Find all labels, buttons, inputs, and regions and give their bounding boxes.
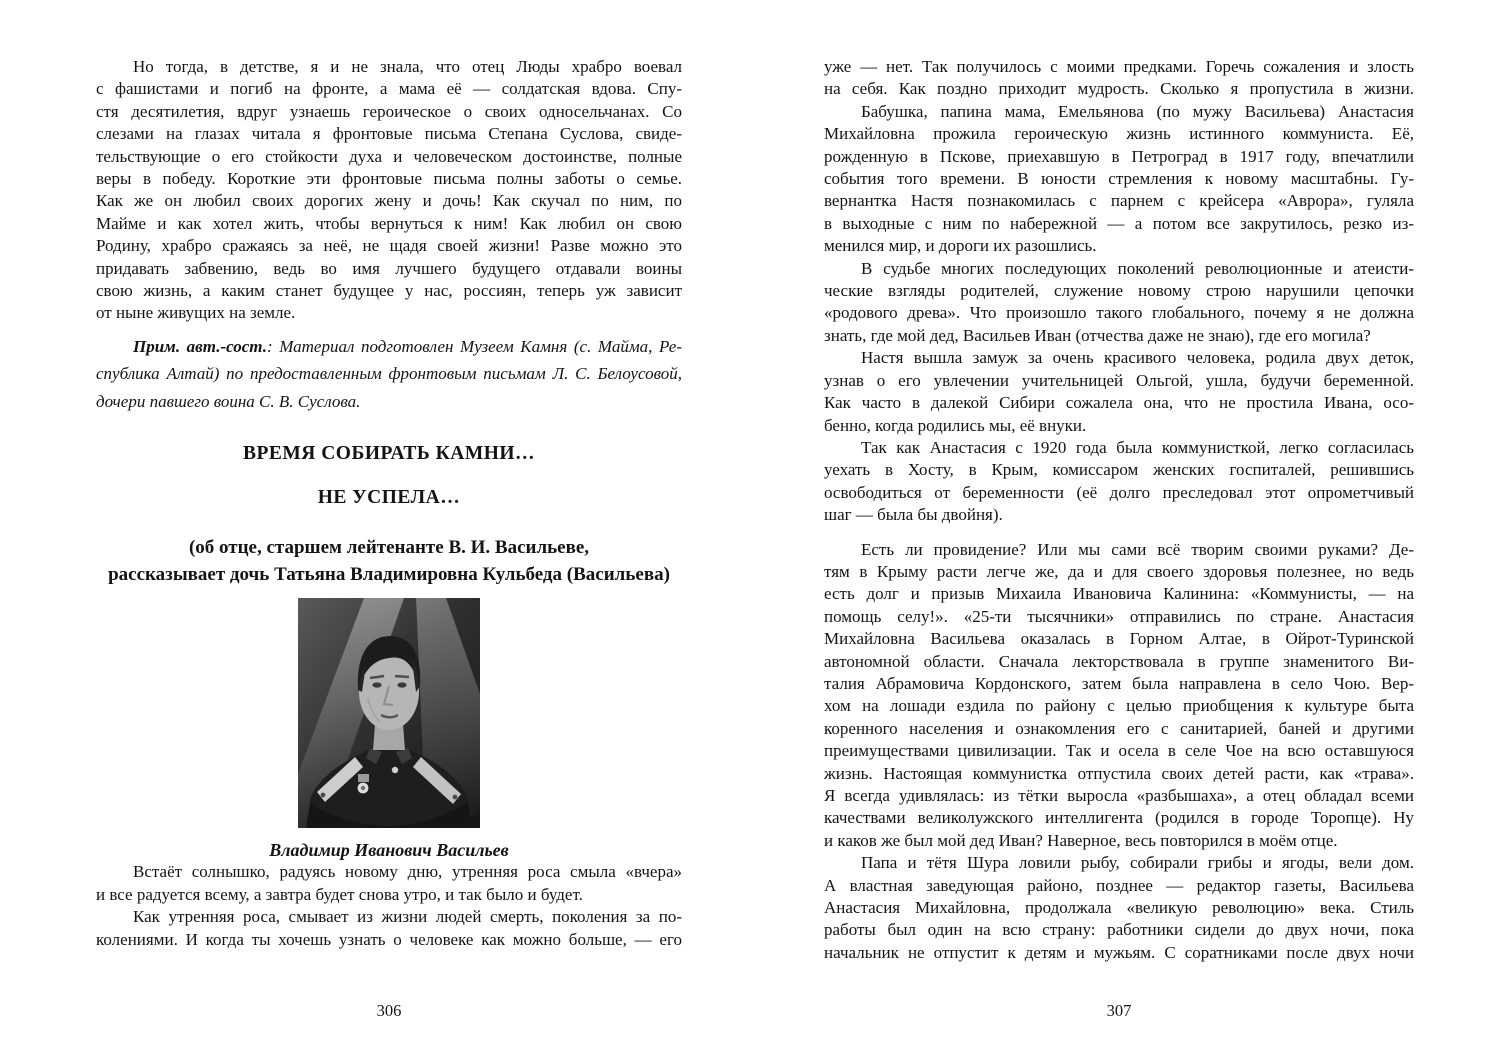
text-line: с фашистами и погиб на фронте, а мама её — солдатская вдова. Спу- — [96, 79, 682, 99]
page-right — [824, 56, 1414, 964]
text-line: свою жизнь, а каким станет будущее у нас, россиян, теперь уж зависит — [96, 281, 682, 301]
section-heading: НЕ УСПЕЛА… — [317, 487, 461, 509]
text-line: Встаёт солнышко, радуясь новому дню, утренняя роса смыла «вчера» — [133, 862, 682, 882]
paragraph — [824, 101, 1414, 258]
paragraph — [824, 539, 1414, 853]
text-line: колениями. И когда ты хочешь узнать о человеке как можно больше, — его — [96, 929, 682, 949]
text-line: узнав о его увлечении учительницей Ольгой, ушла, будучи беременной. — [824, 370, 1414, 390]
text-line: знать, где мой дед, Васильев Иван (отчества даже не знаю), где его могила? — [824, 325, 1371, 345]
photo-caption: Владимир Иванович Васильев — [269, 840, 509, 861]
text-line: тям в Крыму расти легче же, да и для своего здоровья полезнее, но ведь — [824, 561, 1414, 581]
text-line: спублика Алтай) по предоставленным фронтовым письмам Л. С. Белоусовой, — [96, 364, 682, 384]
portrait-photo-image — [298, 598, 480, 828]
text-line: «родового древа». Что произошло такого глобального, почему я не должна — [824, 303, 1414, 323]
text-line: от ныне живущих на земле. — [96, 303, 296, 323]
text-line: дочери павшего воина С. В. Суслова. — [96, 391, 361, 411]
text-line: Папа и тётя Шура ловили рыбу, собирали грибы и ягоды, вели дом. — [861, 853, 1414, 873]
text-line: Родину, храбро сражаясь за неё, не щадя своей жизни! Разве можно это — [96, 236, 682, 256]
text-line: придавать забвению, ведь во имя лучшего будущего отдавали воины — [96, 258, 682, 278]
text-line: уехать в Хосту, в Крым, комиссаром женских госпиталей, решившись — [824, 460, 1414, 480]
text-line: веры в победу. Короткие эти фронтовые письма полны заботы о семье. — [96, 169, 682, 189]
text-line: тельствующие о его стойкости духа и человеческом достоинстве, полные — [96, 146, 682, 166]
text-line: Есть ли провидение? Или мы сами всё творим своими руками? Де- — [861, 539, 1414, 559]
section-subheading — [96, 534, 682, 588]
subheading-line: (об отце, старшем лейтенанте В. И. Васильеве, — [188, 537, 590, 559]
paragraph — [824, 347, 1414, 437]
text-line: Но тогда, в детстве, я и не знала, что отец Люды храбро воевал — [133, 57, 682, 76]
page-number-right: 307 — [1106, 1001, 1132, 1020]
text-line: Настя вышла замуж за очень красивого человека, родила двух деток, — [861, 348, 1414, 368]
page-left — [96, 56, 682, 951]
paragraph — [96, 56, 682, 325]
text-line: бенно, когда родились мы, её внуки. — [824, 415, 1087, 435]
text-line: события того времени. В юности стремления к новому масштабны. Гу- — [824, 169, 1414, 189]
text-line: в выходные с ним по набережной — а потом все закрутилось, резко из- — [824, 213, 1414, 233]
text-line: Майме и как хотел жить, чтобы вернуться к ним! Как любил он свою — [96, 213, 682, 233]
text-line: рожденную в Пскове, приехавшую в Петроград в 1917 году, впечатлили — [824, 146, 1414, 166]
editor-note — [96, 333, 682, 416]
text-line: преимуществами цивилизации. Так и осела в селе Чое на всю оставшуюся — [824, 741, 1414, 761]
text-line: В судьбе многих последующих поколений революционные и атеисти- — [861, 258, 1414, 278]
text-line: Михайловна прожила героическую жизнь истинного коммуниста. Её, — [824, 124, 1414, 144]
text-line: Как утренняя роса, смывает из жизни людей смерть, поколения за по- — [133, 907, 682, 927]
text-line: уже — нет. Так получилось с моими предками. Горечь сожаления и злость — [824, 57, 1414, 76]
text-line: Анастасия Михайловна, продолжала «великую революцию» века. Стиль — [824, 898, 1414, 918]
text-line: Как часто в далекой Сибири сожалела она, что не простила Ивана, осо- — [824, 393, 1414, 413]
paragraph — [824, 437, 1414, 527]
text-line: талия Абрамовича Кордонского, затем была направлена в село Чою. Вер- — [824, 673, 1414, 693]
text-line: Бабушка, папина мама, Емельянова (по мужу Васильева) Анастасия — [861, 101, 1414, 121]
text-line: начальник не отпустит к детям и мужьям. С соратниками после двух ночи — [824, 942, 1414, 962]
text-line: Прим. авт.-сост.: Материал подготовлен Музеем Камня (с. Майма, Ре- — [133, 336, 683, 356]
paragraph — [96, 906, 682, 951]
text-line: автономной области. Сначала лекторствовала в группе знаменитого Ви- — [824, 651, 1414, 671]
text-line: Как же он любил своих дорогих жену и дочь! Как скучал по ним, по — [96, 191, 682, 211]
text-line: есть долг и призыв Михаила Ивановича Калинина: «Коммунисты, — на — [824, 584, 1414, 604]
text-line: стя десятилетия, вдруг узнаешь героическое о своих односельчанах. Со — [96, 101, 682, 121]
subheading-line: рассказывает дочь Татьяна Владимировна Кульбеда (Васильева) — [108, 564, 670, 586]
text-line: шаг — была бы двойня). — [824, 505, 1003, 525]
section-heading: ВРЕМЯ СОБИРАТЬ КАМНИ… — [242, 443, 536, 465]
text-line: менился мир, и дороги их разошлись. — [824, 236, 1097, 256]
note-label: Прим. авт.-сост. — [133, 336, 267, 356]
portrait-photo — [96, 598, 682, 861]
paragraph — [824, 56, 1414, 101]
text-line: жизнь. Настоящая коммунистка отпустила своих детей расти, как «трава». — [824, 763, 1414, 783]
text-line: вернантка Настя познакомилась с парнем с крейсера «Аврора», гуляла — [824, 191, 1414, 211]
text-line: работы был один на всю страну: работники сидели до двух ночи, пока — [824, 920, 1414, 940]
text-line: освободиться от беременности (её долго преследовал этот опрометчивый — [824, 482, 1414, 502]
text-line: помощь селу!». «25-ти тысячники» отправились по стране. Анастасия — [824, 606, 1414, 626]
paragraph — [824, 852, 1414, 964]
text-line: и все радуется всему, а завтра будет снова утро, и так было и будет. — [96, 884, 583, 904]
paragraph — [824, 258, 1414, 348]
text-line: Михайловна Васильева оказалась в Горном Алтае, в Ойрот-Туринской — [824, 629, 1414, 649]
text-line: и каков же был мой дед Иван? Наверное, весь повторился в моём отце. — [824, 830, 1338, 850]
text-line: А властная заведующая районо, позднее — редактор газеты, Васильева — [824, 875, 1414, 895]
page-number-left: 306 — [376, 1001, 402, 1020]
paragraph — [96, 861, 682, 906]
text-line: хом на лошади ездила по району с целью приобщения к культуре быта — [824, 696, 1414, 716]
text-line: на себя. Как поздно приходит мудрость. Сколько я пропустила в жизни. — [824, 79, 1414, 99]
text-line: коренного населения и ознакомления его с санитарией, баней и другими — [824, 718, 1414, 738]
text-line: слезами на глазах читала я фронтовые письма Степана Суслова, свиде- — [96, 124, 682, 144]
text-line: Я всегда удивлялась: из тётки выросла «разбышаха», а отец обладал всеми — [824, 786, 1414, 805]
text-line: ческие взгляды родителей, служение новому строю нарушили цепочки — [824, 281, 1414, 301]
text-line: Так как Анастасия с 1920 года была коммунисткой, легко согласилась — [861, 437, 1414, 457]
text-line: качествами великолужского интеллигента (родился в городе Торопце). Ну — [824, 808, 1414, 828]
